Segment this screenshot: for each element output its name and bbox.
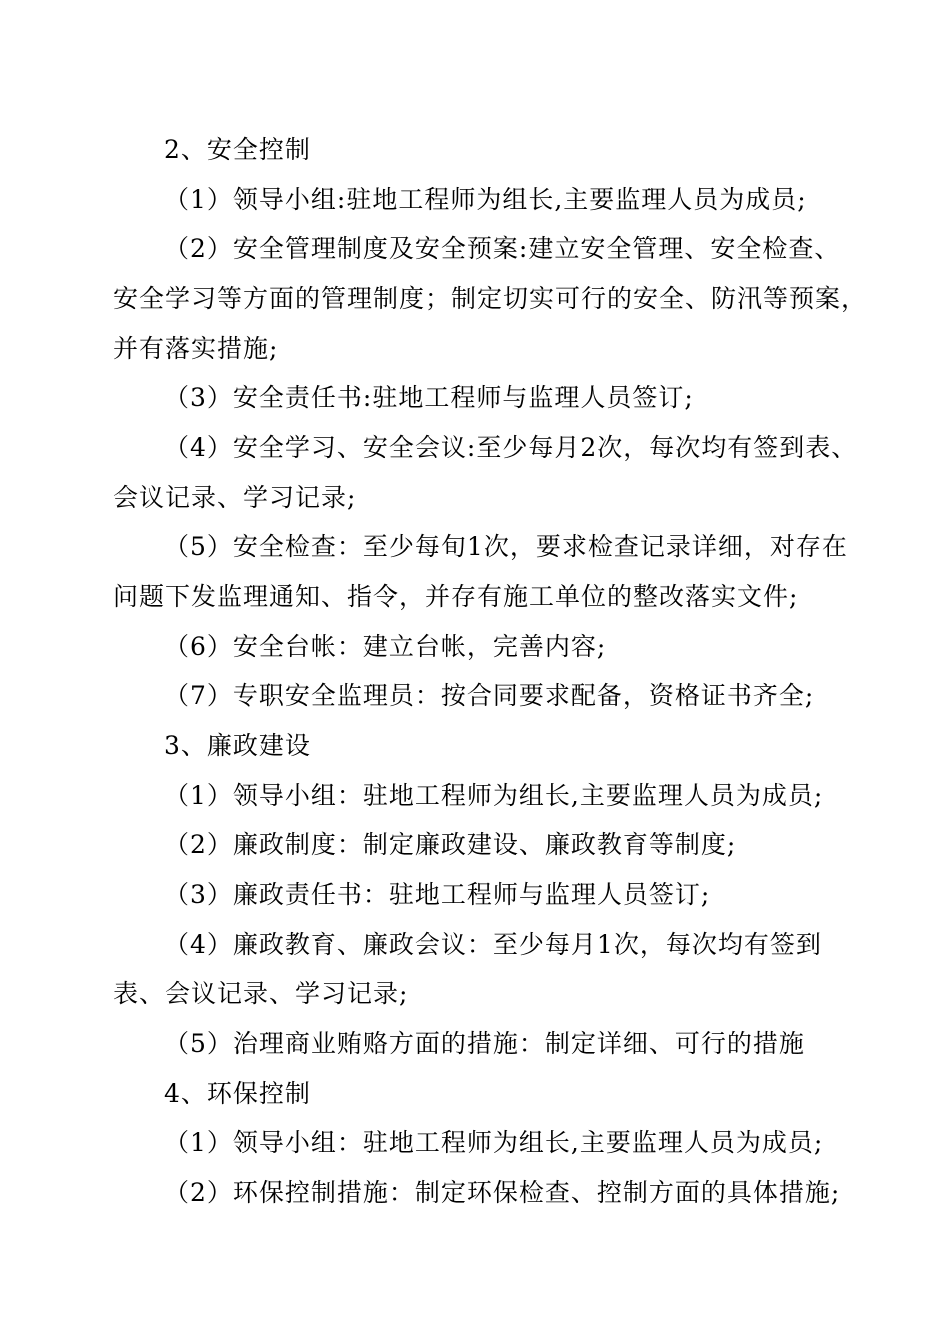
paragraph-line: （5）安全检查：至少每旬1次，要求检查记录详细，对存在 bbox=[164, 532, 848, 561]
paragraph-line: （1）领导小组：驻地工程师为组长,主要监理人员为成员; bbox=[164, 1128, 824, 1157]
section-heading-safety: 2、安全控制 bbox=[164, 135, 311, 164]
paragraph-line: （4）廉政教育、廉政会议：至少每月1次，每次均有签到 bbox=[164, 930, 822, 959]
paragraph-line: （4）安全学习、安全会议:至少每月2次，每次均有签到表、 bbox=[164, 433, 858, 462]
paragraph-line: （3）安全责任书:驻地工程师与监理人员签订; bbox=[164, 383, 694, 412]
paragraph-line: （2）环保控制措施：制定环保检查、控制方面的具体措施; bbox=[164, 1178, 841, 1207]
paragraph-line: （3）廉政责任书：驻地工程师与监理人员签订; bbox=[164, 880, 711, 909]
section-heading-integrity: 3、廉政建设 bbox=[164, 731, 311, 760]
paragraph-line: （6）安全台帐：建立台帐，完善内容; bbox=[164, 632, 607, 661]
paragraph-line: （2）安全管理制度及安全预案:建立安全管理、安全检查、 bbox=[164, 234, 841, 263]
paragraph-line: 表、会议记录、学习记录; bbox=[113, 979, 409, 1008]
paragraph-line: 问题下发监理通知、指令，并存有施工单位的整改落实文件; bbox=[113, 582, 799, 611]
paragraph-line: （1）领导小组：驻地工程师为组长,主要监理人员为成员; bbox=[164, 781, 824, 810]
paragraph-line: 安全学习等方面的管理制度；制定切实可行的安全、防汛等预案， bbox=[113, 284, 868, 313]
paragraph-line: （7）专职安全监理员：按合同要求配备，资格证书齐全; bbox=[164, 681, 815, 710]
paragraph-line: （5）治理商业贿赂方面的措施：制定详细、可行的措施 bbox=[164, 1029, 805, 1058]
paragraph-line: （2）廉政制度：制定廉政建设、廉政教育等制度; bbox=[164, 830, 737, 859]
paragraph-line: （1）领导小组:驻地工程师为组长,主要监理人员为成员; bbox=[164, 185, 807, 214]
paragraph-line: 并有落实措施; bbox=[113, 334, 279, 363]
paragraph-line: 会议记录、学习记录; bbox=[113, 483, 357, 512]
section-heading-environment: 4、环保控制 bbox=[164, 1079, 311, 1108]
